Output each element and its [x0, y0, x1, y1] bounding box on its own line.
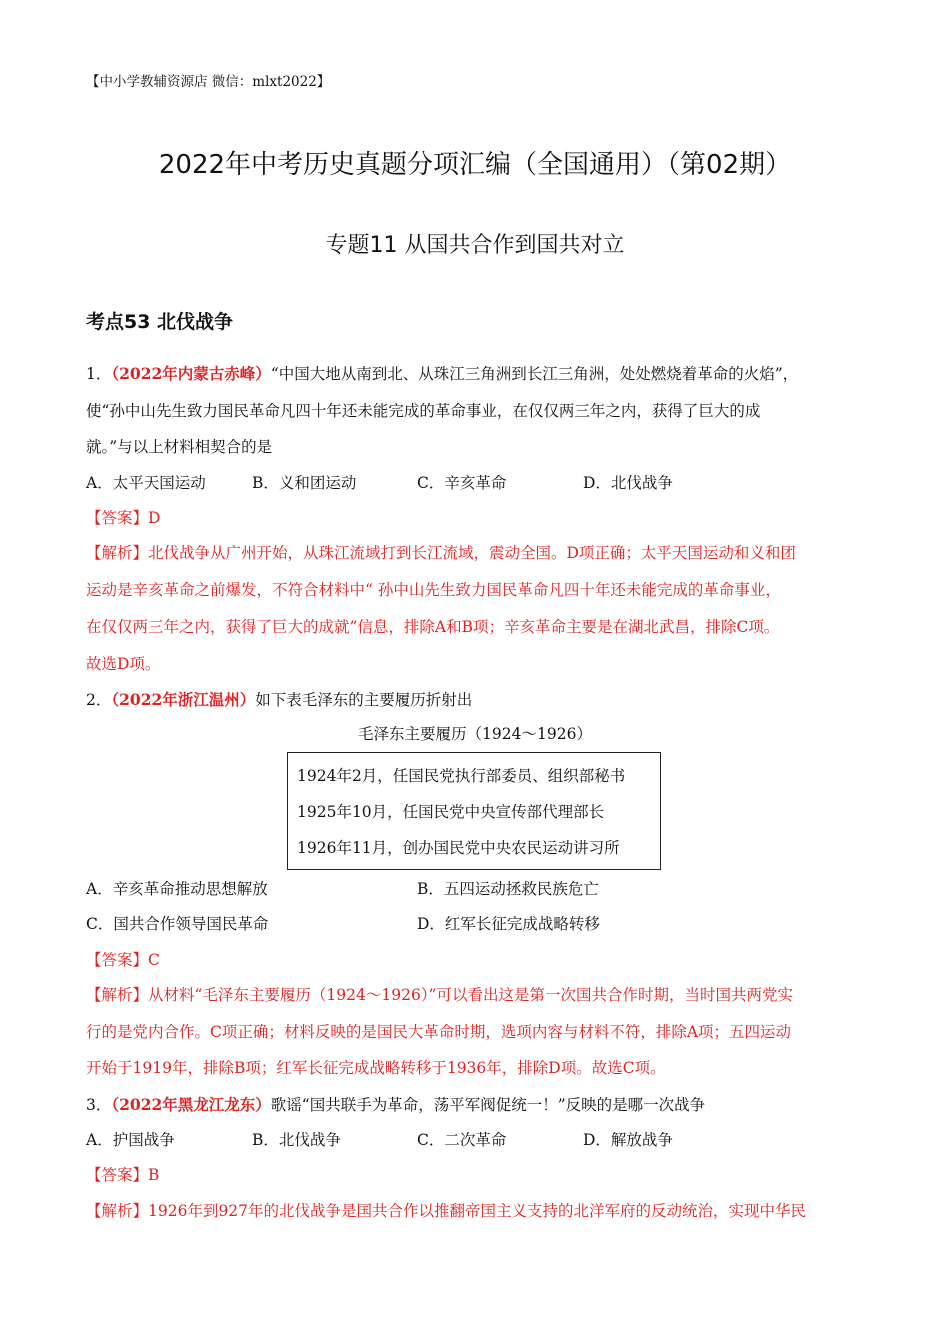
q1-analysis-line-3: 在仅仅两三年之内，获得了巨大的成就”信息，排除A和B项；辛亥革命主要是在湖北武昌，排除C项。: [86, 618, 780, 636]
q2-table-row: 1925年10月，任国民党中央宣传部代理部长: [297, 803, 605, 821]
q1-source: （2022年内蒙古赤峰）: [111, 364, 271, 383]
q2-option-b: B．五四运动拯救民族危亡: [417, 880, 599, 898]
q2-table-row: 1924年2月，任国民党执行部委员、组织部秘书: [297, 767, 626, 785]
q1-option-b: B．义和团运动: [252, 474, 357, 492]
page-title: 2022年中考历史真题分项汇编（全国通用）（第02期）: [158, 150, 792, 180]
q1-stem-line-3: 就。”与以上材料相契合的是: [86, 438, 273, 456]
q1-stem-text-1: “中国大地从南到北、从珠江三角洲到长江三角洲，处处燃烧着革命的火焰”，: [270, 365, 799, 383]
q2-analysis-line-3: 开始于1919年，排除B项；红军长征完成战略转移于1936年，排除D项。故选C项。: [86, 1059, 666, 1077]
q2-answer: 【答案】C: [86, 951, 160, 969]
q3-analysis-line-1: 【解析】1926年到927年的北伐战争是国共合作以推翻帝国主义支持的北洋军府的反动统治，实现中华民: [86, 1202, 807, 1220]
q1-answer: 【答案】D: [86, 509, 161, 527]
q2-option-a: A．辛亥革命推动思想解放: [86, 880, 268, 898]
q1-analysis-line-1: 【解析】北伐战争从广州开始，从珠江流域打到长江流域，震动全国。D项正确；太平天国运动和义和团: [86, 544, 796, 562]
q2-option-c: C．国共合作领导国民革命: [86, 915, 269, 933]
q1-number: 1．: [86, 365, 112, 383]
q3-answer: 【答案】B: [86, 1166, 160, 1184]
page-subtitle: 专题11 从国共合作到国共对立: [325, 233, 625, 258]
q2-resume-table: [287, 752, 661, 870]
q2-source: （2022年浙江温州）: [111, 690, 256, 709]
q2-table-row: 1926年11月，创办国民党中央农民运动讲习所: [297, 839, 620, 857]
q2-analysis-line-1: 【解析】从材料“毛泽东主要履历（1924～1926）”可以看出这是第一次国共合作时期，当时国共两党实: [86, 986, 793, 1004]
q2-analysis-line-2: 行的是党内合作。C项正确；材料反映的是国民大革命时期，选项内容与材料不符，排除A项；五四运动: [86, 1023, 792, 1041]
q3-source: （2022年黑龙江龙东）: [111, 1095, 271, 1114]
q3-stem-text: 歌谣“国共联手为革命，荡平军阀促统一！”反映的是哪一次战争: [270, 1096, 706, 1114]
q3-option-a: A．护国战争: [86, 1131, 175, 1149]
q1-analysis-line-4: 故选D项。: [86, 655, 161, 673]
q1-analysis-line-2: 运动是辛亥革命之前爆发，不符合材料中“ 孙中山先生致力国民革命凡四十年还未能完成的革命事业，: [86, 581, 781, 599]
q1-option-c: C．辛亥革命: [417, 474, 507, 492]
q2-option-d: D．红军长征完成战略转移: [417, 915, 600, 933]
q3-stem-line: [86, 1093, 705, 1115]
q3-number: 3．: [86, 1096, 112, 1114]
q1-option-a: A．太平天国运动: [86, 474, 206, 492]
q2-number: 2．: [86, 691, 112, 709]
q3-option-d: D．解放战争: [583, 1131, 673, 1149]
q1-stem-line-2: 使“孙中山先生致力国民革命凡四十年还未能完成的革命事业，在仅仅两三年之内，获得了巨大的成: [86, 402, 761, 420]
q2-stem-text: 如下表毛泽东的主要履历折射出: [255, 691, 473, 709]
q3-option-c: C．二次革命: [417, 1131, 507, 1149]
q3-option-b: B．北伐战争: [252, 1131, 341, 1149]
q1-option-d: D．北伐战争: [583, 474, 673, 492]
q2-table-caption: 毛泽东主要履历（1924～1926）: [358, 725, 592, 743]
section-heading: 考点53 北伐战争: [86, 311, 234, 333]
q2-stem-line: [86, 688, 472, 710]
q1-stem-line-1: [86, 362, 798, 384]
header-watermark: 【中小学教辅资源店 微信：mlxt2022】: [86, 74, 331, 90]
